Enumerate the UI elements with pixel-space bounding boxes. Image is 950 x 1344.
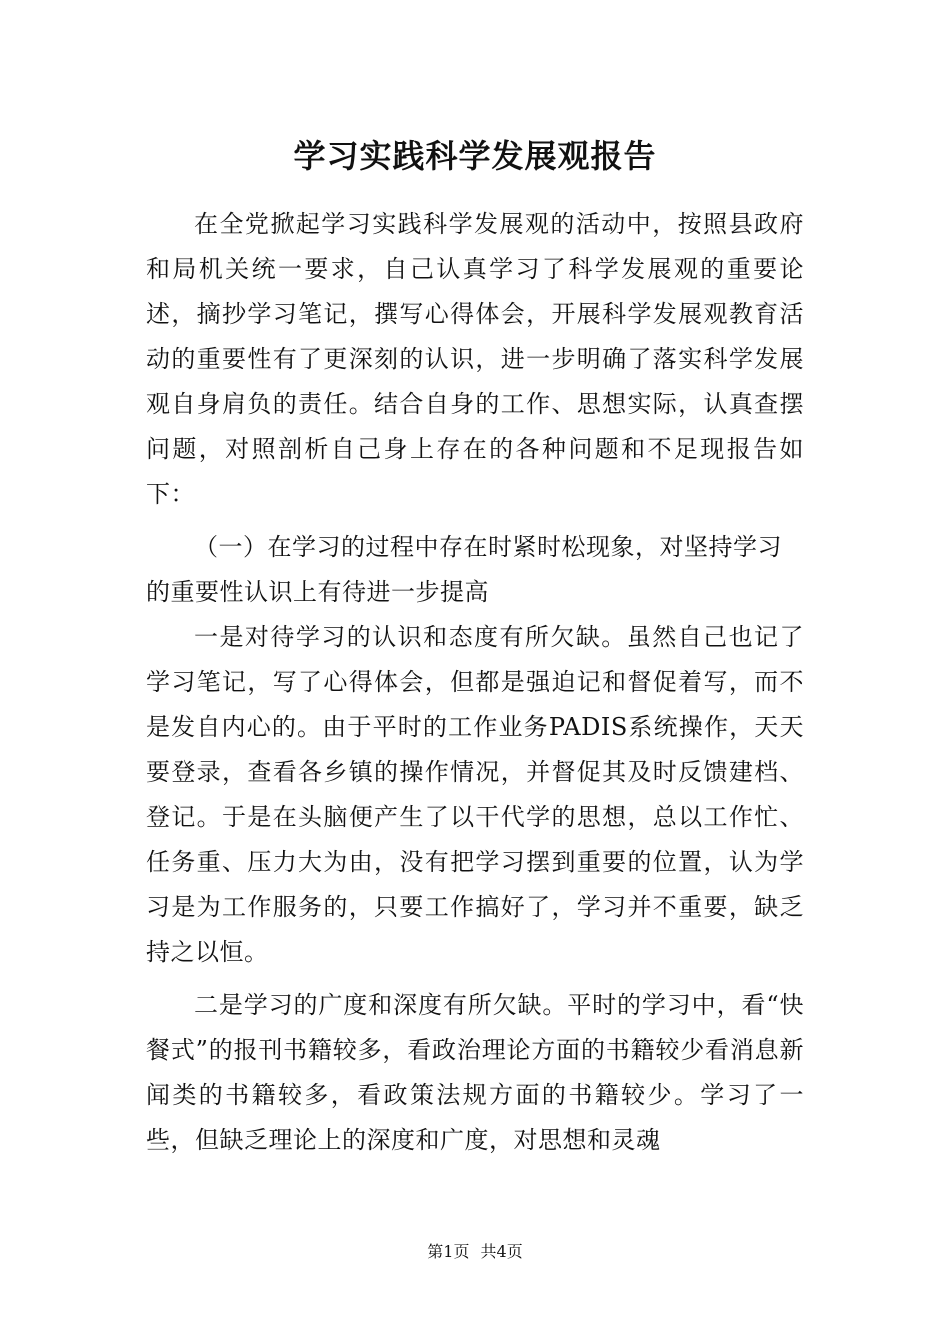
page-total: 共4页 [480, 1242, 523, 1261]
document-title: 学习实践科学发展观报告 [293, 137, 657, 175]
intro-paragraph: 在全党掀起学习实践科学发展观的活动中，按照县政府和局机关统一要求，自己认真学习了科学发展观的重要论述，摘抄学习笔记，撰写心得体会，开展科学发展观教育活动的重要性有了更深刻的认识，进一步明确了落实科学发展观自身肩负的责任。结合自身的工作、思想实际，认真查摆问题，对照剖析自己身上存在的各种问题和不足现报告如下： [146, 210, 804, 508]
point-paragraph-1: 一是对待学习的认识和态度有所欠缺。虽然自己也记了学习笔记，写了心得体会，但都是强迫记和督促着写，而不是发自内心的。由于平时的工作业务PADIS系统操作，天天要登录，查看各乡镇的操作情况，并督促其及时反馈建档、登记。于是在头脑便产生了以干代学的思想，总以工作忙、任务重、压力大为由，没有把学习摆到重要的位置，认为学习是为工作服务的，只要工作搞好了，学习并不重要，缺乏持之以恒。 [146, 623, 804, 966]
section-heading-1: （一）在学习的过程中存在时紧时松现象，对坚持学习的重要性认识上有待进一步提高 [146, 533, 782, 606]
page-number: 第1页 [427, 1242, 470, 1261]
document-body [146, 202, 804, 1163]
point-paragraph-2: 二是学习的广度和深度有所欠缺。平时的学习中，看“快餐式”的报刊书籍较多，看政治理论方面的书籍较少看消息新闻类的书籍较多，看政策法规方面的书籍较少。学习了一些，但缺乏理论上的深度和广度，对思想和灵魂 [146, 991, 804, 1154]
page-footer [0, 1240, 950, 1264]
